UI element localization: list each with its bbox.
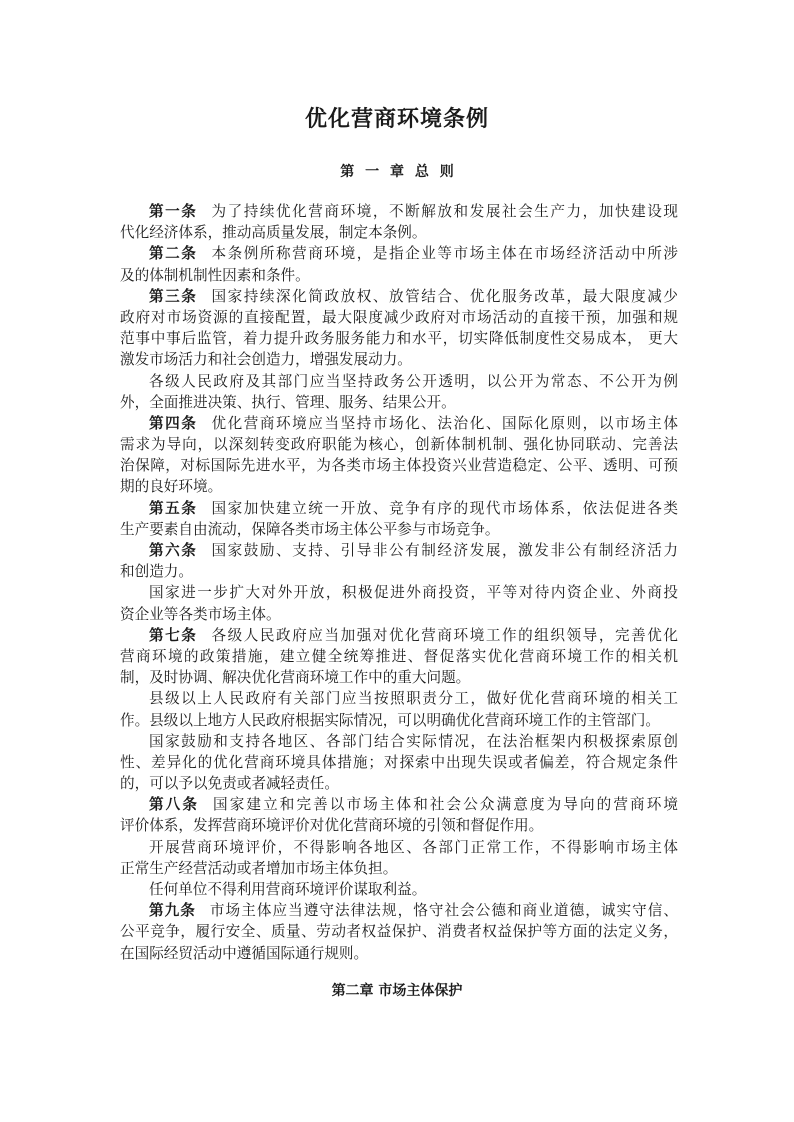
line-text: 性、差异化的优化营商环境具体措施；对探索中出现失误或者偏差，符合规定条件	[120, 753, 678, 771]
text-line	[120, 815, 678, 836]
paragraph	[120, 201, 678, 243]
paragraph	[120, 286, 678, 371]
line-text: 任何单位不得利用营商环境评价谋取利益。	[149, 881, 427, 898]
text-line	[120, 752, 678, 773]
line-text: 正常生产经营活动或者增加市场主体负担。	[120, 859, 398, 877]
paragraph	[120, 413, 678, 498]
text-line	[120, 201, 678, 222]
text-line	[120, 371, 678, 392]
line-text: 营商环境的政策措施，建立健全统筹推进、督促落实优化营商环境工作的相关机	[120, 647, 678, 665]
paragraph	[120, 794, 678, 836]
text-line	[120, 413, 678, 434]
text-line	[120, 519, 678, 540]
document-title: 优化营商环境条例	[304, 106, 489, 132]
line-text: 开展营商环境评价，不得影响各地区、各部门正常工作，不得影响市场主体	[149, 838, 678, 856]
text-line	[120, 794, 678, 815]
line-text: 的，可以予以免责或者减轻责任。	[120, 775, 339, 793]
line-text: 优化营商环境应当坚持市场化、法治化、国际化原则，以市场主体	[211, 414, 678, 432]
paragraph	[120, 688, 678, 730]
line-text: 代化经济体系，推动高质量发展，制定本条例。	[120, 224, 427, 242]
line-text: 作。县级以上地方人民政府根据实际情况，可以明确优化营商环境工作的主管部门。	[120, 711, 660, 729]
text-line	[120, 476, 678, 497]
text-line	[120, 688, 678, 709]
article-number: 第一条	[149, 203, 198, 220]
text-line	[120, 837, 678, 858]
article-number: 第五条	[149, 499, 198, 517]
line-text: 评价体系，发挥营商环境评价对优化营商环境的引领和督促作用。	[120, 817, 544, 835]
paragraph	[120, 731, 678, 795]
line-text: 在国际经贸活动中遵循国际通行规则。	[120, 944, 369, 962]
paragraph	[120, 837, 678, 879]
article-number: 第九条	[149, 902, 196, 920]
text-line	[120, 667, 678, 688]
line-text: 及的体制机制性因素和条件。	[120, 266, 310, 284]
paragraph	[120, 371, 678, 413]
text-line	[120, 921, 678, 942]
paragraph	[120, 625, 678, 689]
line-text: 各级人民政府及其部门应当坚持政务公开透明，以公开为常态、不公开为例	[149, 372, 678, 390]
line-text: 为了持续优化营商环境，不断解放和发展社会生产力，加快建设现	[211, 203, 678, 220]
text-line	[120, 540, 678, 561]
line-text: 外，全面推进决策、执行、管理、服务、结果公开。	[120, 393, 456, 411]
text-line	[120, 646, 678, 667]
line-text: 期的良好环境。	[120, 478, 223, 496]
line-text: 和创造力。	[120, 563, 193, 581]
chapter-heading: 第 一 章 总 则	[340, 164, 454, 180]
line-text: 国家鼓励和支持各地区、各部门结合实际情况，在法治框架内积极探索原创	[149, 732, 678, 750]
line-text: 政府对市场资源的直接配置，最大限度减少政府对市场活动的直接干预，加强和规	[120, 308, 678, 326]
text-line	[120, 349, 678, 370]
text-line	[120, 498, 678, 519]
text-line	[120, 455, 678, 476]
line-text: 国家持续深化简政放权、放管结合、优化服务改革，最大限度减少	[211, 287, 678, 305]
line-text: 生产要素自由流动，保障各类市场主体公平参与市场竞争。	[120, 520, 500, 538]
text-line	[120, 434, 678, 455]
line-text: 需求为导向，以深刻转变政府职能为核心，创新体制机制、强化协同联动、完善法	[120, 436, 678, 454]
line-text: 国家建立和完善以市场主体和社会公众满意度为导向的营商环境	[213, 796, 678, 814]
paragraph	[120, 900, 678, 964]
paragraph	[120, 582, 678, 624]
paragraph	[120, 540, 678, 582]
line-text: 制，及时协调、解决优化营商环境工作中的重大问题。	[120, 669, 471, 687]
line-text: 激发市场活力和社会创造力，增强发展动力。	[120, 351, 412, 369]
line-text: 国家进一步扩大对外开放，积极促进外商投资，平等对待内资企业、外商投	[149, 584, 678, 602]
text-line	[120, 222, 678, 243]
text-line	[120, 731, 678, 752]
text-line	[120, 879, 678, 900]
text-line	[120, 328, 678, 349]
text-line	[120, 265, 678, 286]
text-line	[120, 286, 678, 307]
line-text: 国家鼓励、支持、引导非公有制经济发展，激发非公有制经济活力	[211, 542, 678, 559]
article-number: 第四条	[149, 414, 198, 432]
article-number: 第二条	[149, 245, 198, 263]
article-number: 第八条	[149, 796, 200, 814]
line-text: 国家加快建立统一开放、竞争有序的现代市场体系，依法促进各类	[211, 499, 678, 517]
text-line	[120, 582, 678, 603]
text-line	[120, 392, 678, 413]
paragraph	[120, 498, 678, 540]
text-line	[120, 604, 678, 625]
text-line	[120, 900, 678, 921]
text-line	[120, 943, 678, 964]
line-text: 市场主体应当遵守法律法规，恪守社会公德和商业道德，诚实守信、	[209, 902, 678, 920]
text-line	[120, 243, 678, 264]
chapter-heading: 第二章 市场主体保护	[331, 983, 463, 999]
article-number: 第三条	[149, 287, 198, 305]
paragraph	[120, 879, 678, 900]
line-text: 本条例所称营商环境，是指企业等市场主体在市场经济活动中所涉	[211, 245, 678, 263]
text-line	[120, 773, 678, 794]
text-line	[120, 561, 678, 582]
line-text: 治保障，对标国际先进水平，为各类市场主体投资兴业营造稳定、公平、透明、可预	[120, 457, 678, 475]
line-text: 公平竞争，履行安全、质量、劳动者权益保护、消费者权益保护等方面的法定义务，	[120, 923, 678, 941]
text-line	[120, 858, 678, 879]
text-line	[120, 307, 678, 328]
paragraph	[120, 243, 678, 285]
line-text: 县级以上人民政府有关部门应当按照职责分工，做好优化营商环境的相关工	[149, 690, 678, 708]
text-line	[120, 710, 678, 731]
line-text: 范事中事后监管，着力提升政务服务能力和水平，切实降低制度性交易成本， 更大	[120, 330, 678, 348]
document-body	[120, 201, 678, 964]
text-line	[120, 625, 678, 646]
line-text: 各级人民政府应当加强对优化营商环境工作的组织领导，完善优化	[211, 626, 678, 644]
article-number: 第七条	[149, 626, 198, 644]
line-text: 资企业等各类市场主体。	[120, 605, 281, 623]
article-number: 第六条	[149, 542, 198, 559]
